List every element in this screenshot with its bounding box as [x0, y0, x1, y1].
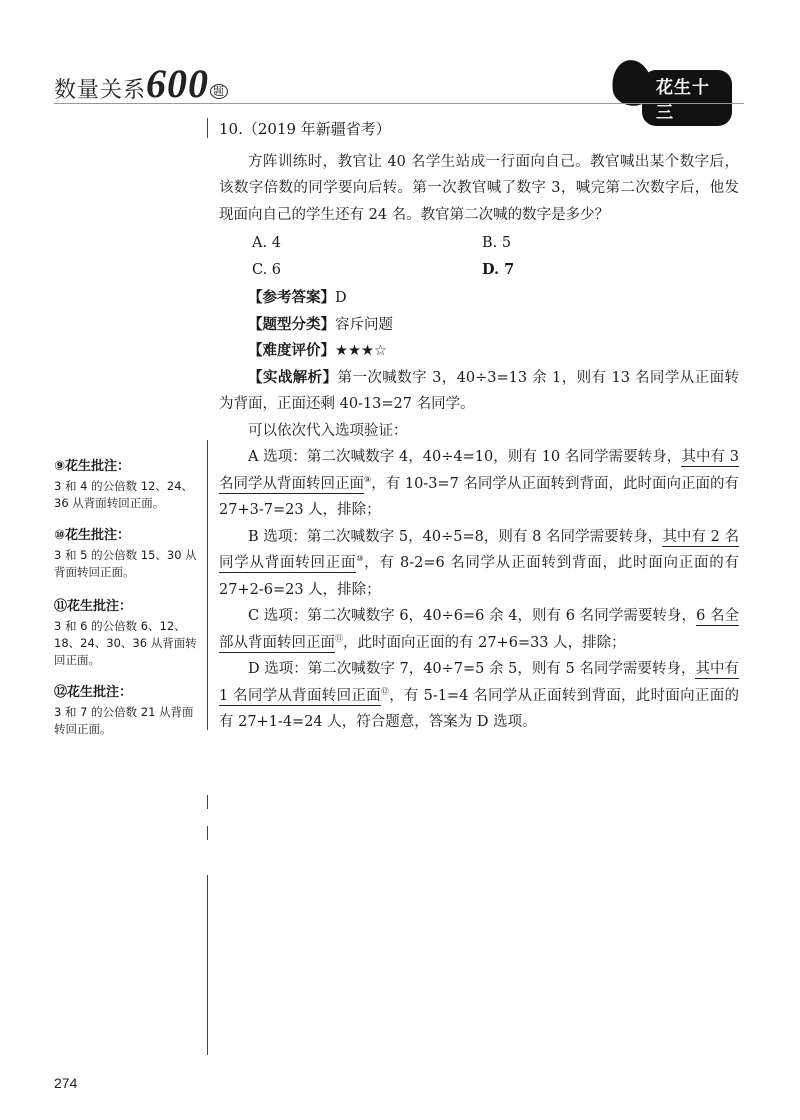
option-b-analysis-rest: ，有 8-2=6 名同学从正面转到背面，此时面向正面的有 27+2-6=23 人，排除；	[219, 555, 739, 598]
column-divider	[207, 875, 208, 1055]
book-title-suffix: 题	[210, 84, 228, 99]
note-marker-9: ⑨	[364, 474, 372, 484]
option-d: D. 7	[482, 260, 515, 278]
option-b-analysis-text: B 选项：第二次喊数字 5，40÷5=8，则有 8 名同学需要转身，	[248, 528, 663, 545]
option-c-analysis-rest: ，此时面向正面的有 27+6=33 人，排除；	[343, 634, 626, 651]
column-divider	[207, 795, 208, 809]
side-note-11	[54, 598, 202, 669]
side-note-text: 3 和 5 的公倍数 15、30 从背面转回正面。	[54, 548, 197, 579]
option-c-underlined: 6 名全部从背面转回正面	[219, 608, 739, 651]
side-note-title: ⑪花生批注：	[54, 599, 133, 614]
option-a-analysis-text: A 选项：第二次喊数字 4，40÷4=10，则有 10 名同学需要转身，	[248, 449, 682, 465]
difficulty-label: 【难度评价】	[248, 343, 335, 359]
page-number: 274	[54, 1075, 78, 1091]
option-a-analysis	[219, 444, 739, 524]
option-a-underlined: 其中有 3 名同学从背面转回正面	[219, 449, 739, 492]
analysis-text: 第一次喊数字 3，40÷3=13 余 1，则有 13 名同学从正面转为背面，正面还剩 40-13=27 名同学。	[219, 369, 740, 412]
option-d-underlined: 其中有 1 名同学从背面转回正面	[219, 661, 740, 704]
options-grid	[219, 230, 739, 283]
note-marker-10: ⑩	[356, 554, 365, 564]
option-c-analysis-text: C 选项：第二次喊数字 6，40÷6=6 余 4，则有 6 名同学需要转身，	[248, 608, 697, 624]
option-a-analysis-rest: ，有 10-3=7 名同学从正面转到背面，此时面向正面的有 27+3-7=23 人，排除；	[219, 475, 740, 518]
header-divider	[54, 103, 744, 104]
side-note-title: ⑨花生批注：	[54, 459, 131, 474]
answer-row	[219, 285, 739, 312]
side-note-text: 3 和 4 的公倍数 12、24、36 从背面转回正面。	[54, 479, 194, 510]
option-d-analysis	[219, 656, 739, 736]
difficulty-stars: ★★★☆	[335, 343, 387, 359]
analysis-label: 【实战解析】	[248, 369, 338, 386]
side-note-title: ⑩花生批注：	[54, 528, 131, 543]
analysis-paragraph	[219, 365, 739, 418]
option-b-underlined: 其中有 2 名同学从背面转回正面	[219, 528, 739, 571]
side-note-title: ⑫花生批注：	[54, 685, 133, 700]
option-b: B. 5	[482, 235, 512, 251]
side-note-text: 3 和 7 的公倍数 21 从背面转回正面。	[54, 705, 194, 736]
book-title-number: 600	[146, 61, 210, 106]
side-note-9	[54, 458, 202, 512]
category-row	[219, 312, 739, 339]
verify-intro: 可以依次代入选项验证：	[248, 422, 408, 439]
book-title	[54, 60, 228, 107]
side-note-12	[54, 684, 202, 738]
note-marker-12: ⑫	[380, 686, 390, 696]
category-label: 【题型分类】	[248, 316, 335, 333]
category-value: 容斥问题	[335, 316, 393, 333]
answer-value: D	[335, 290, 347, 306]
brand-logo-text: 花生十三	[642, 70, 732, 126]
note-marker-11: ⑪	[335, 633, 343, 643]
question-body	[219, 116, 739, 736]
column-divider	[207, 826, 208, 840]
answer-label: 【参考答案】	[248, 290, 335, 306]
column-divider	[207, 440, 208, 730]
option-c: C. 6	[252, 261, 282, 278]
brand-logo	[612, 58, 732, 123]
question-stem: 方阵训练时，教官让 40 名学生站成一行面向自己。教官喊出某个数字后，该数字倍数的同学要向后转。第一次教官喊了数字 3，喊完第二次数字后，他发现面向自己的学生还有 24 名。教官第二次喊的数字是多少？	[219, 153, 739, 223]
side-note-10	[54, 527, 202, 581]
option-d-analysis-text: D 选项：第二次喊数字 7，40÷7=5 余 5，则有 5 名同学需要转身，	[248, 661, 696, 677]
question-heading: 10.（2019 年新疆省考）	[219, 120, 391, 138]
option-c-analysis	[219, 603, 739, 656]
option-a: A. 4	[252, 235, 281, 251]
option-d-analysis-rest: ，有 5-1=4 名同学从正面转到背面，此时面向正面的有 27+1-4=24 人，符合题意，答案为 D 选项。	[219, 687, 739, 730]
side-note-text: 3 和 6 的公倍数 6、12、18、24、30、36 从背面转回正面。	[54, 619, 197, 667]
option-b-analysis	[219, 524, 739, 604]
column-divider	[207, 118, 208, 138]
book-title-prefix: 数量关系	[54, 78, 147, 103]
difficulty-row	[219, 338, 739, 365]
